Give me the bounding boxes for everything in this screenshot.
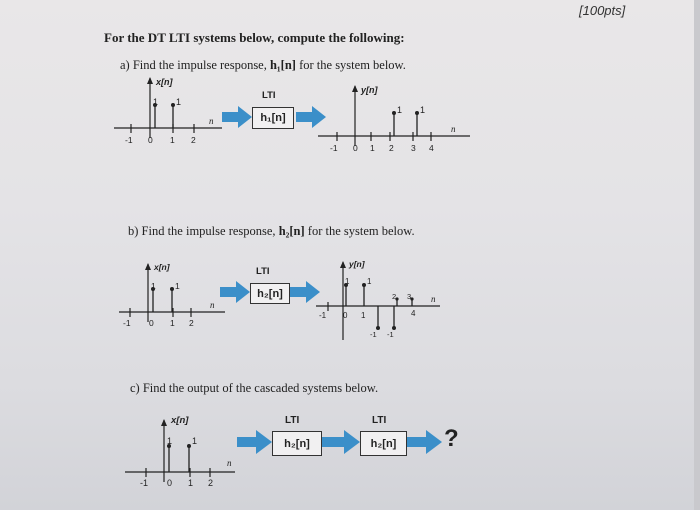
part-b-y-value-0: 1	[345, 277, 350, 286]
part-a-y-tick: 3	[411, 143, 416, 153]
part-a-x-tick: 2	[191, 135, 196, 145]
up-arrow-icon	[161, 419, 167, 426]
part-c-n-label-in: n	[227, 458, 232, 468]
part-c-x-tick: 2	[208, 478, 214, 488]
part-b-y-neg-value-0: -1	[370, 330, 377, 339]
part-c-input-label: x[n]	[171, 415, 189, 426]
stem-dot	[362, 283, 366, 287]
part-b-n-label-in: n	[210, 300, 215, 310]
part-b-x-value-1: 1	[175, 281, 180, 291]
part-b-x-value-0: 1	[151, 281, 156, 291]
stem-dot	[187, 444, 191, 448]
part-a-n-label-out: n	[451, 124, 456, 134]
page-heading: For the DT LTI systems below, compute the following:	[104, 30, 405, 45]
part-b-output-plot	[316, 261, 440, 340]
flow-arrow-icon	[237, 430, 272, 454]
part-a-y-tick: -1	[330, 143, 338, 153]
part-c-system-box-2	[360, 431, 407, 456]
part-c-system-box-1	[272, 431, 322, 456]
points-label: [100pts]	[579, 3, 626, 18]
part-c-x-tick: 0	[167, 478, 173, 488]
part-a-x-tick: 1	[170, 135, 175, 145]
part-b-box-label: h₂[n]	[257, 287, 283, 300]
stem-dot	[392, 111, 396, 115]
part-b-system-box	[250, 283, 290, 304]
part-a-input-label: x[n]	[156, 77, 173, 87]
part-c-x-value-1: 1	[192, 436, 198, 446]
stem-dot	[170, 287, 174, 291]
part-a-output-label: y[n]	[361, 85, 378, 95]
part-b-n-label-out: n	[431, 294, 436, 304]
part-a-system-box	[252, 107, 294, 129]
part-a-box-title: LTI	[262, 90, 276, 101]
stem-dot	[415, 111, 419, 115]
part-b-y-tick: -1	[319, 311, 327, 320]
part-b-output-label: y[n]	[349, 259, 365, 269]
part-c-box2-title: LTI	[372, 415, 387, 426]
part-b-y-neg-value-1: -1	[387, 330, 394, 339]
part-a-x-tick: 0	[148, 135, 153, 145]
up-arrow-icon	[352, 85, 358, 92]
part-c-input-plot	[125, 419, 235, 482]
part-c-box1-title: LTI	[285, 415, 300, 426]
flow-arrow-icon	[222, 106, 252, 128]
up-arrow-icon	[340, 261, 346, 268]
part-c-question: c) Find the output of the cascaded systems below.	[130, 381, 379, 395]
part-c-x-tick: 1	[188, 478, 194, 488]
part-b-question: b) Find the impulse response, h₂[n] for the system below.	[128, 224, 415, 238]
part-b-symbol: h₂[n]	[278, 224, 305, 238]
part-b-x-tick: 0	[149, 318, 154, 328]
part-b-x-tick: 1	[170, 318, 175, 328]
part-a-x-value-1: 1	[176, 97, 182, 107]
part-b-y-tick: 0	[343, 311, 348, 320]
up-arrow-icon	[145, 263, 151, 270]
part-a-y-tick: 0	[353, 143, 358, 153]
part-c-box2-label: h₂[n]	[370, 437, 397, 450]
stem-dot	[171, 103, 175, 107]
part-b-input-plot	[119, 263, 225, 322]
part-a-question: a) Find the impulse response, h₁[n] for the system below.	[120, 58, 406, 72]
flow-arrow-icon	[322, 430, 360, 454]
part-a-y-value-1: 1	[420, 105, 426, 115]
flow-arrow-icon	[220, 281, 250, 303]
part-b-box-title: LTI	[256, 266, 270, 277]
flow-arrow-icon	[296, 106, 326, 128]
flow-arrow-icon	[407, 430, 442, 454]
part-b-y-tick: 1	[361, 311, 366, 320]
part-c-box1-label: h₂[n]	[284, 437, 310, 450]
part-a-n-label-in: n	[209, 116, 214, 126]
part-b-y-value-2: 2	[392, 292, 397, 301]
part-b-x-tick: -1	[123, 318, 131, 328]
part-b-x-tick: 2	[189, 318, 194, 328]
part-c-x-value-0: 1	[167, 436, 173, 446]
part-a-y-tick: 2	[389, 143, 394, 153]
part-c-output-question-mark: ?	[444, 425, 459, 452]
part-a-output-plot	[318, 85, 470, 146]
part-a-box-label: h₁[n]	[260, 112, 286, 124]
part-a-y-tick: 1	[370, 143, 375, 153]
part-a-symbol: h₁[n]	[269, 58, 296, 72]
part-a-x-value-0: 1	[153, 97, 159, 107]
part-a-y-value-0: 1	[397, 105, 403, 115]
part-b-input-label: x[n]	[154, 262, 170, 272]
up-arrow-icon	[147, 77, 153, 84]
part-b-y-value-3: 3	[407, 292, 412, 301]
part-a-y-tick: 4	[429, 143, 434, 153]
flow-arrow-icon	[290, 281, 320, 303]
part-a-x-tick: -1	[125, 135, 133, 145]
part-b-y-value-1: 1	[367, 277, 372, 286]
part-c-x-tick: -1	[140, 478, 149, 488]
part-b-y-tick: 4	[411, 309, 416, 318]
